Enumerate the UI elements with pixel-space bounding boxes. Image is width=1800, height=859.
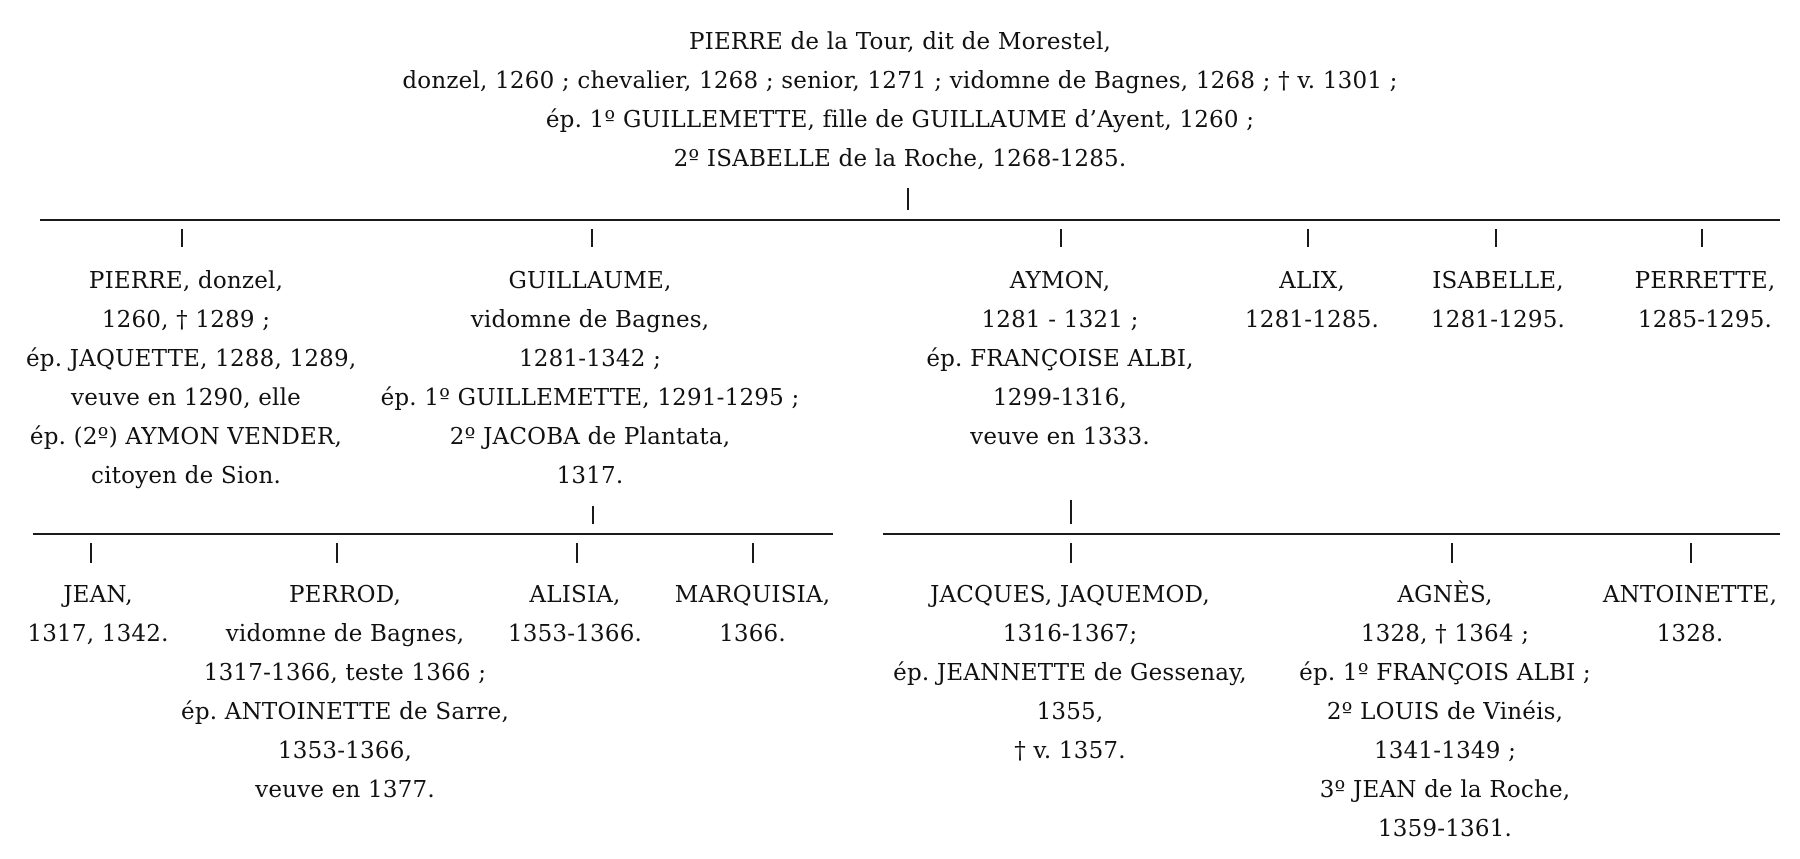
- guillaume-children-bar: [33, 533, 833, 535]
- gen1-tick-aymon: [1060, 229, 1062, 247]
- person-line: 1355,: [1036, 699, 1104, 725]
- person-pierre: [26, 262, 357, 496]
- person-line: † v. 1357.: [1014, 738, 1126, 764]
- person-line: ép. JEANNETTE de Gessenay,: [893, 660, 1247, 686]
- root-line: donzel, 1260 ; chevalier, 1268 ; senior, 1271 ; vidomne de Bagnes, 1268 ; † v. 1301 ;: [402, 68, 1398, 94]
- person-line: 1317-1366, teste 1366 ;: [203, 660, 487, 686]
- gen1-tick-alix: [1307, 229, 1309, 247]
- person-line: vidomne de Bagnes,: [470, 307, 710, 333]
- person-line: veuve en 1377.: [255, 777, 435, 803]
- person-jacques: [880, 576, 1260, 771]
- person-line: MARQUISIA,: [674, 582, 831, 608]
- person-line: ALISIA,: [529, 582, 621, 608]
- person-line: PERRETTE,: [1634, 268, 1776, 294]
- person-line: 2º LOUIS de Vinéis,: [1326, 699, 1564, 725]
- person-guillaume: [380, 262, 800, 496]
- person-perrette: [1620, 262, 1790, 340]
- person-line: ép. FRANÇOISE ALBI,: [926, 346, 1194, 372]
- gen1-tick-perrette: [1701, 229, 1703, 247]
- person-line: AGNÈS,: [1397, 582, 1493, 608]
- aymon-children-bar: [883, 533, 1780, 535]
- person-line: 1341-1349 ;: [1373, 738, 1517, 764]
- person-line: veuve en 1333.: [970, 424, 1150, 450]
- person-line: vidomne de Bagnes,: [225, 621, 465, 647]
- person-line: PERROD,: [288, 582, 402, 608]
- root-line: ép. 1º GUILLEMETTE, fille de GUILLAUME d’Ayent, 1260 ;: [545, 107, 1255, 133]
- gen2-tick-marquisia: [752, 543, 754, 563]
- gen2-tick-antoinette: [1690, 543, 1692, 563]
- root-line: 2º ISABELLE de la Roche, 1268-1285.: [673, 146, 1127, 172]
- person-line: AYMON,: [1009, 268, 1111, 294]
- gen2-tick-agnes: [1451, 543, 1453, 563]
- gen1-tick-guillaume: [591, 229, 593, 247]
- person-line: ép. (2º) AYMON VENDER,: [29, 424, 343, 450]
- person-line: 1353-1366,: [277, 738, 413, 764]
- person-perrod: [150, 576, 540, 810]
- person-line: 1359-1361.: [1377, 816, 1513, 842]
- person-line: 1281 - 1321 ;: [981, 307, 1139, 333]
- person-line: JEAN,: [63, 582, 133, 608]
- gen1-tick-isabelle: [1495, 229, 1497, 247]
- person-line: PIERRE, donzel,: [88, 268, 284, 294]
- person-line: ANTOINETTE,: [1602, 582, 1778, 608]
- person-isabelle: [1418, 262, 1578, 340]
- person-line: JACQUES, JAQUEMOD,: [930, 582, 1210, 608]
- person-alisia: [495, 576, 655, 654]
- person-line: 1366.: [719, 621, 786, 647]
- person-line: 1281-1295.: [1430, 307, 1566, 333]
- gen2-tick-jean: [90, 543, 92, 563]
- person-line: 1281-1285.: [1244, 307, 1380, 333]
- person-line: 1299-1316,: [992, 385, 1128, 411]
- person-line: ép. 1º GUILLEMETTE, 1291-1295 ;: [380, 385, 800, 411]
- person-line: citoyen de Sion.: [91, 463, 281, 489]
- gen1-tick-pierre: [181, 229, 183, 247]
- root-line: PIERRE de la Tour, dit de Morestel,: [688, 29, 1112, 55]
- person-line: ALIX,: [1279, 268, 1345, 294]
- person-line: 1317, 1342.: [27, 621, 169, 647]
- root-person: [350, 23, 1450, 179]
- person-line: ISABELLE,: [1432, 268, 1564, 294]
- person-aymon: [895, 262, 1225, 457]
- root-connector: [907, 188, 909, 210]
- person-agnes: [1280, 576, 1610, 849]
- person-line: 1316-1367;: [1002, 621, 1138, 647]
- person-antoinette: [1600, 576, 1780, 654]
- person-line: 1317.: [556, 463, 624, 489]
- person-line: ép. ANTOINETTE de Sarre,: [181, 699, 509, 725]
- person-line: 1328, † 1364 ;: [1360, 621, 1530, 647]
- gen2-tick-perrod: [336, 543, 338, 563]
- person-alix: [1237, 262, 1387, 340]
- person-line: 1260, † 1289 ;: [101, 307, 271, 333]
- person-line: 2º JACOBA de Plantata,: [449, 424, 731, 450]
- person-line: veuve en 1290, elle: [71, 385, 301, 411]
- person-line: 3º JEAN de la Roche,: [1319, 777, 1571, 803]
- aymon-descent: [1070, 500, 1072, 524]
- person-line: 1353-1366.: [507, 621, 643, 647]
- person-line: 1281-1342 ;: [518, 346, 662, 372]
- person-line: ép. JAQUETTE, 1288, 1289,: [26, 346, 357, 372]
- person-line: GUILLAUME,: [508, 268, 672, 294]
- guillaume-descent: [592, 506, 594, 524]
- person-marquisia: [670, 576, 835, 654]
- person-line: ép. 1º FRANÇOIS ALBI ;: [1299, 660, 1591, 686]
- person-line: 1285-1295.: [1637, 307, 1773, 333]
- gen2-tick-jacques: [1070, 543, 1072, 563]
- gen1-bar: [40, 219, 1780, 221]
- person-line: 1328.: [1656, 621, 1724, 647]
- gen2-tick-alisia: [576, 543, 578, 563]
